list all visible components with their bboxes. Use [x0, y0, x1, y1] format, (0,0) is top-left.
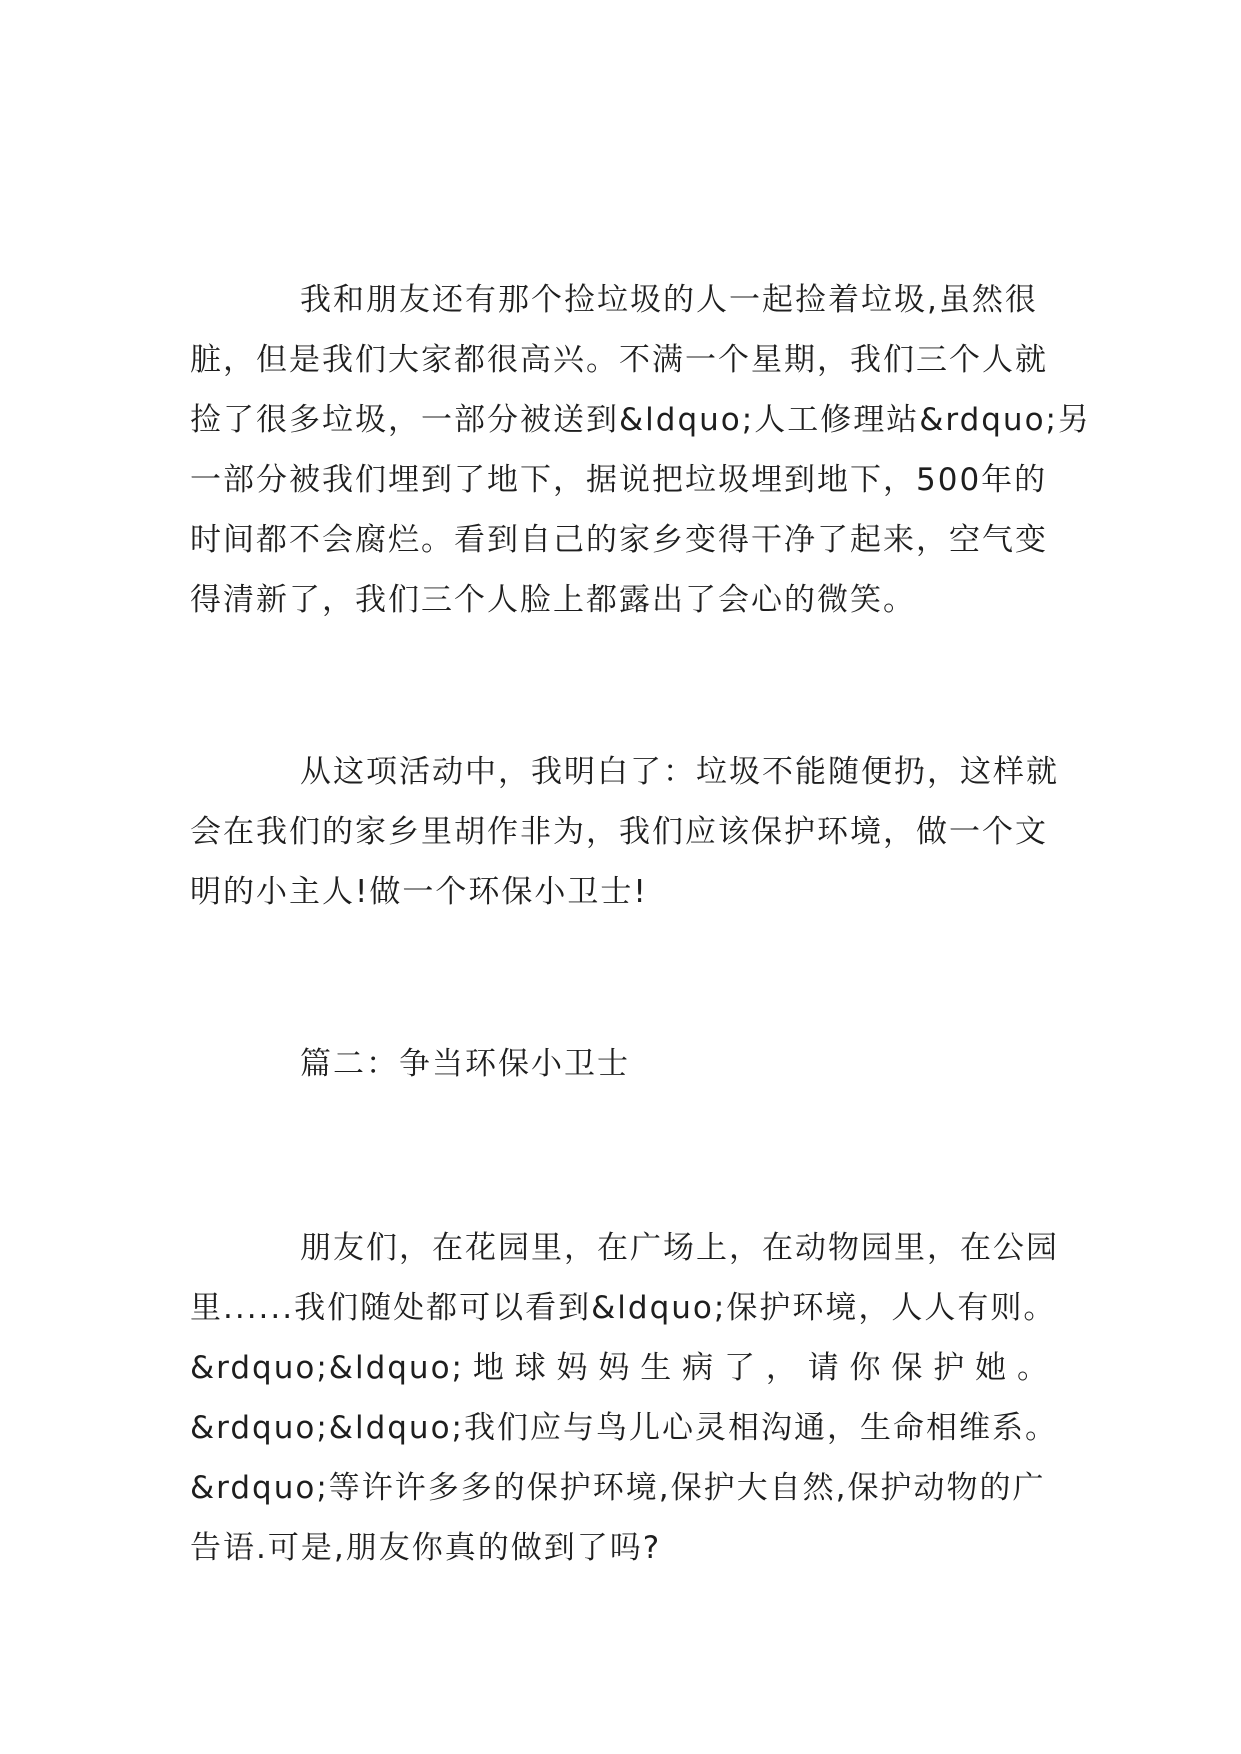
paragraph-line: 里......我们随处都可以看到&ldquo;保护环境，人人有则。	[190, 1290, 1057, 1326]
paragraph-line: 脏，但是我们大家都很高兴。不满一个星期，我们三个人就	[190, 342, 1048, 378]
paragraph-line: 从这项活动中，我明白了：垃圾不能随便扔，这样就	[300, 754, 1059, 790]
paragraph-line: 朋友们，在花园里，在广场上，在动物园里，在公园	[300, 1230, 1059, 1266]
paragraph-line: 一部分被我们埋到了地下，据说把垃圾埋到地下，500年的	[190, 462, 1048, 498]
paragraph-line: 明的小主人!做一个环保小卫士!	[190, 874, 648, 910]
paragraph-line: 我和朋友还有那个捡垃圾的人一起捡着垃圾,虽然很	[300, 282, 1038, 318]
paragraph-line: &rdquo;等许许多多的保护环境,保护大自然,保护动物的广	[190, 1470, 1046, 1506]
paragraph-line: 捡了很多垃圾，一部分被送到&ldquo;人工修理站&rdquo;另	[190, 402, 1091, 438]
paragraph-3	[190, 1218, 1059, 1578]
paragraph-line: 告语.可是,朋友你真的做到了吗?	[190, 1530, 662, 1566]
paragraph-line: &rdquo;&ldquo;我们应与鸟儿心灵相沟通，生命相维系。	[190, 1410, 1058, 1446]
paragraph-line: 得清新了，我们三个人脸上都露出了会心的微笑。	[190, 582, 916, 618]
paragraph-line: &rdquo;&ldquo;地球妈妈生病了，请你保护她。	[190, 1350, 1050, 1386]
paragraph-line: 会在我们的家乡里胡作非为，我们应该保护环境，做一个文	[190, 814, 1048, 850]
section-heading-text: 篇二：争当环保小卫士	[300, 1046, 630, 1082]
section-heading	[190, 1034, 1050, 1094]
paragraph-1	[190, 270, 1091, 630]
paragraph-2	[190, 742, 1059, 922]
paragraph-line: 时间都不会腐烂。看到自己的家乡变得干净了起来，空气变	[190, 522, 1048, 558]
